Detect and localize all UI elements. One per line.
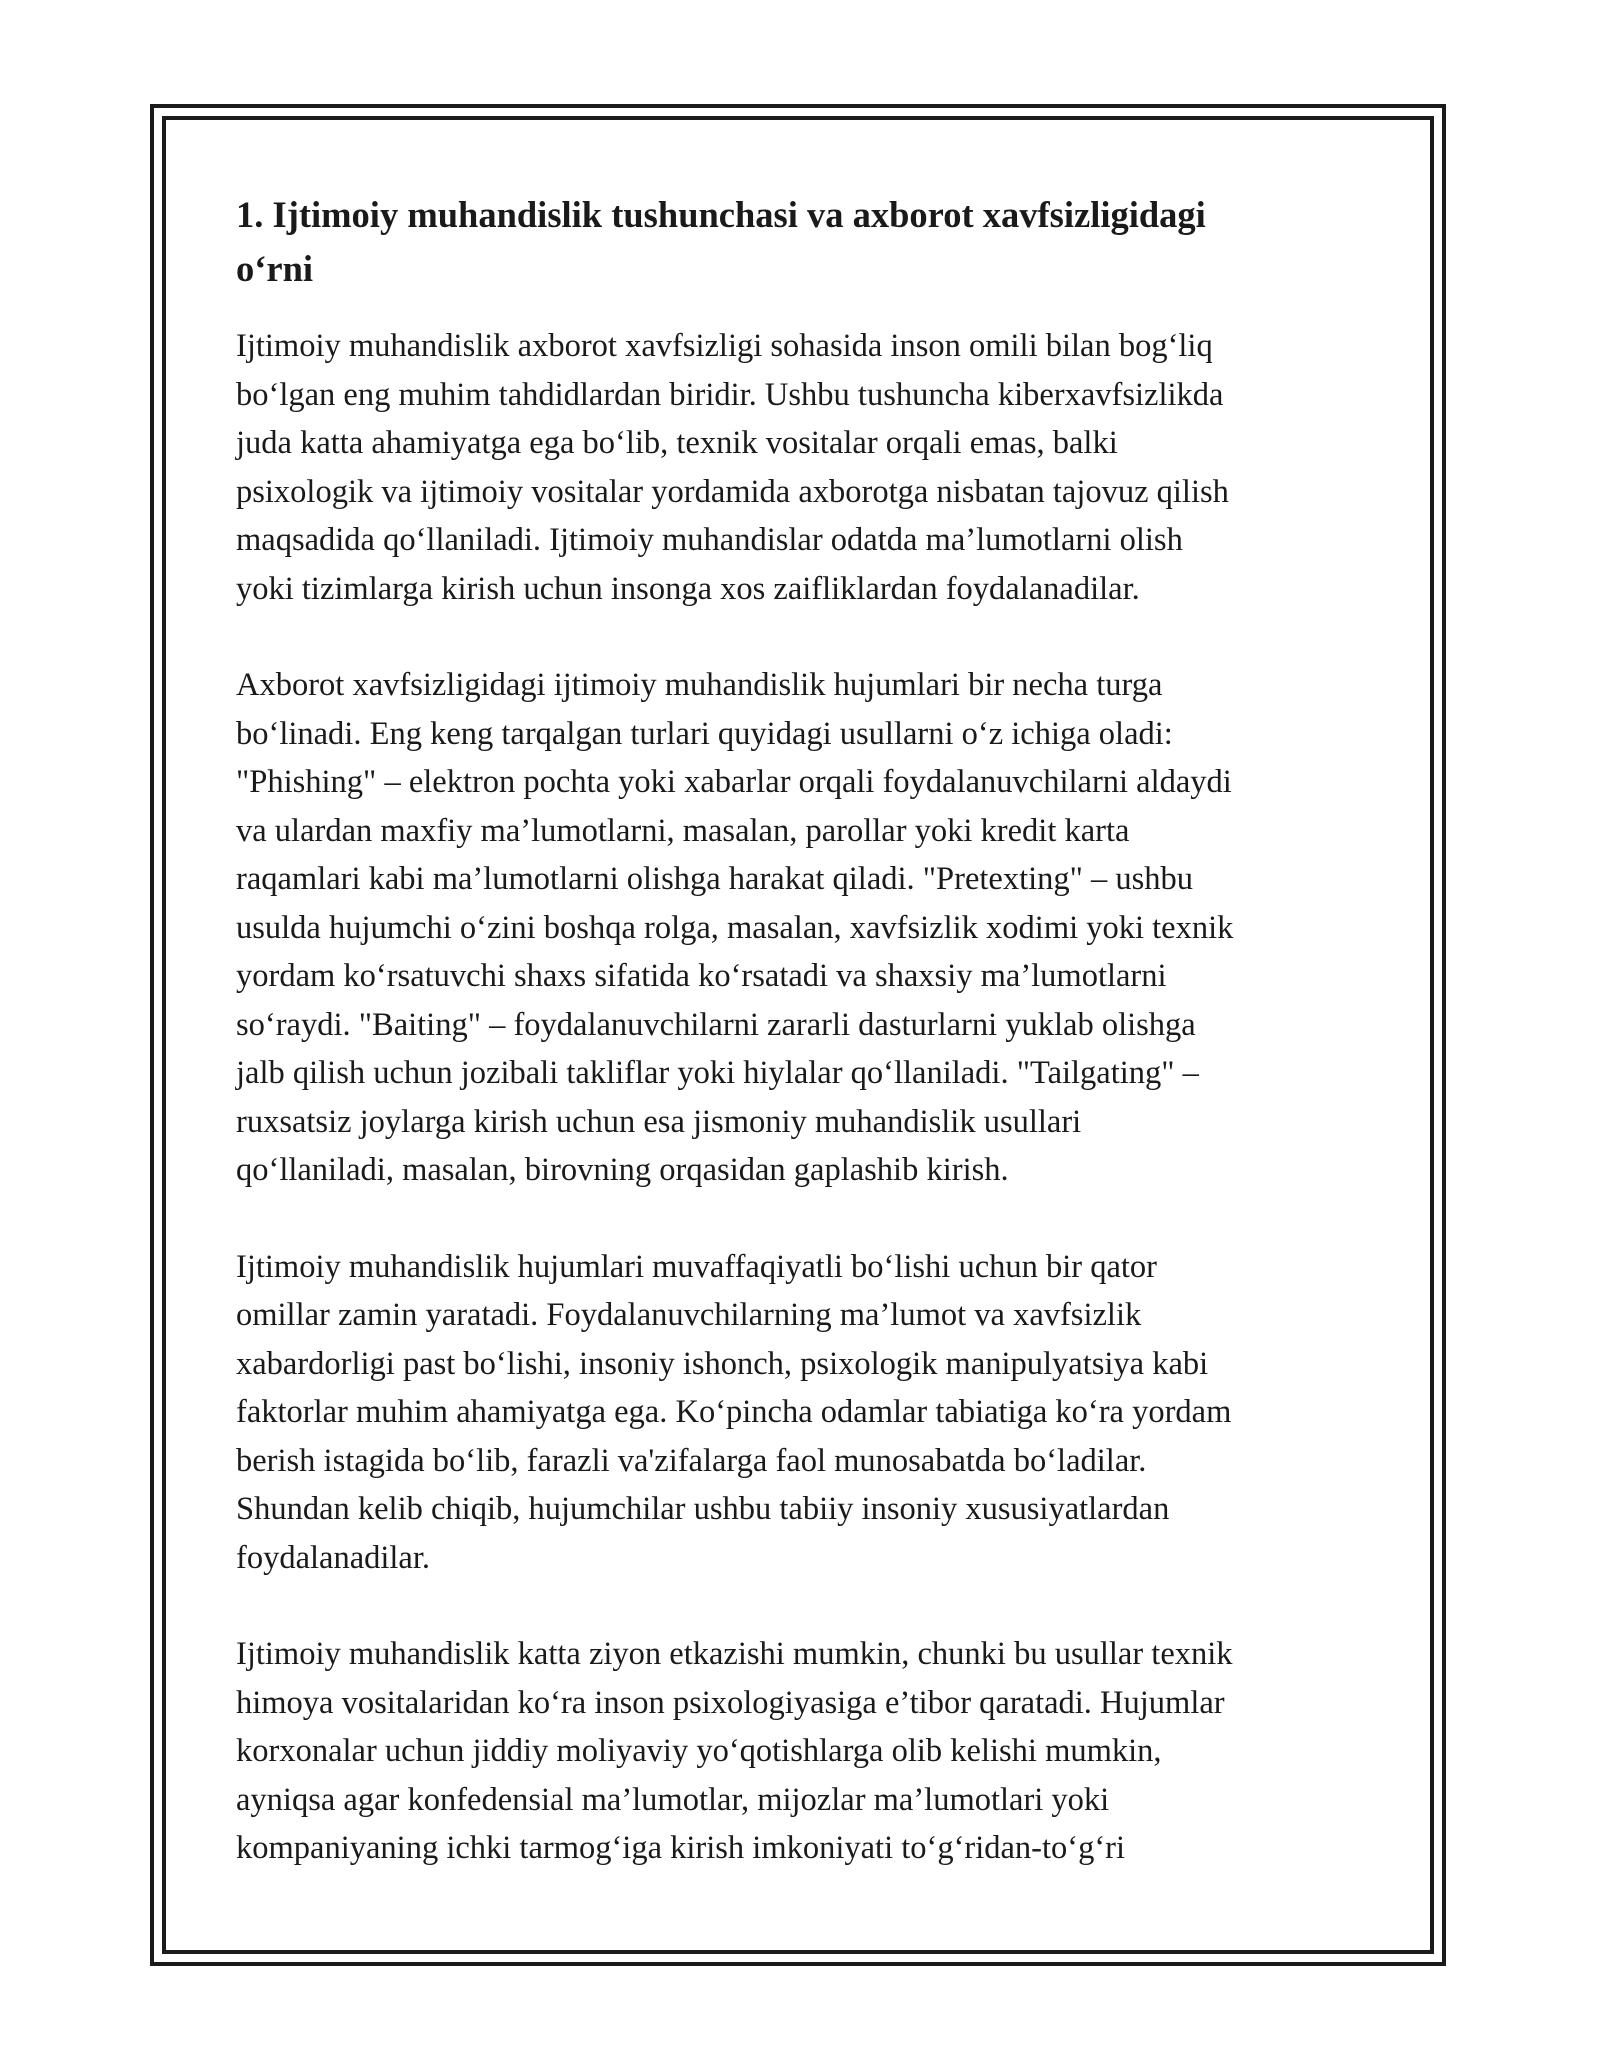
paragraph-2 (236, 661, 1360, 1195)
paragraph-line: jalb qilish uchun jozibali takliflar yoki hiylalar qo‘llaniladi. "Tailgating" – (236, 1055, 1199, 1091)
paragraph-line: "Phishing" – elektron pochta yoki xabarlar orqali foydalanuvchilarni aldaydi (236, 764, 1232, 800)
paragraph-line: bo‘lgan eng muhim tahdidlardan biridir. Ushbu tushuncha kiberxavfsizlikda (236, 376, 1224, 413)
document-content (236, 188, 1360, 1921)
paragraph-line: himoya vositalaridan ko‘ra inson psixologiyasiga e’tibor qaratadi. Hujumlar (236, 1684, 1225, 1721)
heading-line: 1. Ijtimoiy muhandislik tushunchasi va axborot xavfsizligidagi (236, 194, 1206, 235)
paragraph-line: psixologik va ijtimoiy vositalar yordamida axborotga nisbatan tajovuz qilish (236, 473, 1229, 510)
paragraph-line: Ijtimoiy muhandislik axborot xavfsizligi sohasida inson omili bilan bog‘liq (236, 328, 1213, 364)
paragraph-line: va ulardan maxfiy ma’lumotlarni, masalan, parollar yoki kredit karta (236, 812, 1130, 849)
paragraph-3 (236, 1243, 1360, 1583)
paragraph-line: korxonalar uchun jiddiy moliyaviy yo‘qotishlarga olib kelishi mumkin, (236, 1733, 1162, 1769)
paragraph-line: berish istagida bo‘lib, farazli va'zifalarga faol munosabatda bo‘ladilar. (236, 1442, 1147, 1479)
paragraph-line: ayniqsa agar konfedensial ma’lumotlar, mijozlar ma’lumotlari yoki (236, 1781, 1110, 1818)
paragraph-line: kompaniyaning ichki tarmog‘iga kirish imkoniyati to‘g‘ridan-to‘g‘ri (236, 1830, 1126, 1866)
paragraph-line: yordam ko‘rsatuvchi shaxs sifatida ko‘rsatadi va shaxsiy ma’lumotlarni (236, 958, 1167, 994)
paragraph-line: qo‘llaniladi, masalan, birovning orqasidan gaplashib kirish. (236, 1152, 1009, 1188)
paragraph-line: maqsadida qo‘llaniladi. Ijtimoiy muhandislar odatda ma’lumotlarni olish (236, 522, 1183, 558)
paragraph-1 (236, 322, 1360, 613)
paragraph-line: Ijtimoiy muhandislik katta ziyon etkazishi mumkin, chunki bu usullar texnik (236, 1636, 1233, 1672)
heading-line: o‘rni (236, 248, 314, 289)
paragraph-line: Ijtimoiy muhandislik hujumlari muvaffaqiyatli bo‘lishi uchun bir qator (236, 1248, 1157, 1285)
paragraph-line: Shundan kelib chiqib, hujumchilar ushbu tabiiy insoniy xususiyatlardan (236, 1491, 1170, 1527)
paragraph-line: juda katta ahamiyatga ega bo‘lib, texnik vositalar orqali emas, balki (236, 425, 1118, 461)
paragraph-line: faktorlar muhim ahamiyatga ega. Ko‘pincha odamlar tabiatiga ko‘ra yordam (236, 1394, 1232, 1430)
paragraph-line: omillar zamin yaratadi. Foydalanuvchilarning ma’lumot va xavfsizlik (236, 1297, 1142, 1333)
paragraph-line: ruxsatsiz joylarga kirish uchun esa jismoniy muhandislik usullari (236, 1103, 1082, 1140)
paragraph-line: usulda hujumchi o‘zini boshqa rolga, masalan, xavfsizlik xodimi yoki texnik (236, 909, 1234, 946)
paragraph-line: raqamlari kabi ma’lumotlarni olishga harakat qiladi. "Pretexting" – ushbu (236, 861, 1194, 897)
section-heading (236, 188, 1360, 296)
paragraph-line: bo‘linadi. Eng keng tarqalgan turlari quyidagi usullarni o‘z ichiga oladi: (236, 715, 1173, 752)
paragraph-line: yoki tizimlarga kirish uchun insonga xos zaifliklardan foydalanadilar. (236, 570, 1140, 607)
paragraph-line: so‘raydi. "Baiting" – foydalanuvchilarni zararli dasturlarni yuklab olishga (236, 1006, 1196, 1043)
paragraph-line: Axborot xavfsizligidagi ijtimoiy muhandislik hujumlari bir necha turga (236, 667, 1163, 703)
paragraph-line: foydalanadilar. (236, 1539, 431, 1576)
paragraph-4 (236, 1630, 1360, 1873)
paragraph-line: xabardorligi past bo‘lishi, insoniy ishonch, psixologik manipulyatsiya kabi (236, 1345, 1209, 1382)
